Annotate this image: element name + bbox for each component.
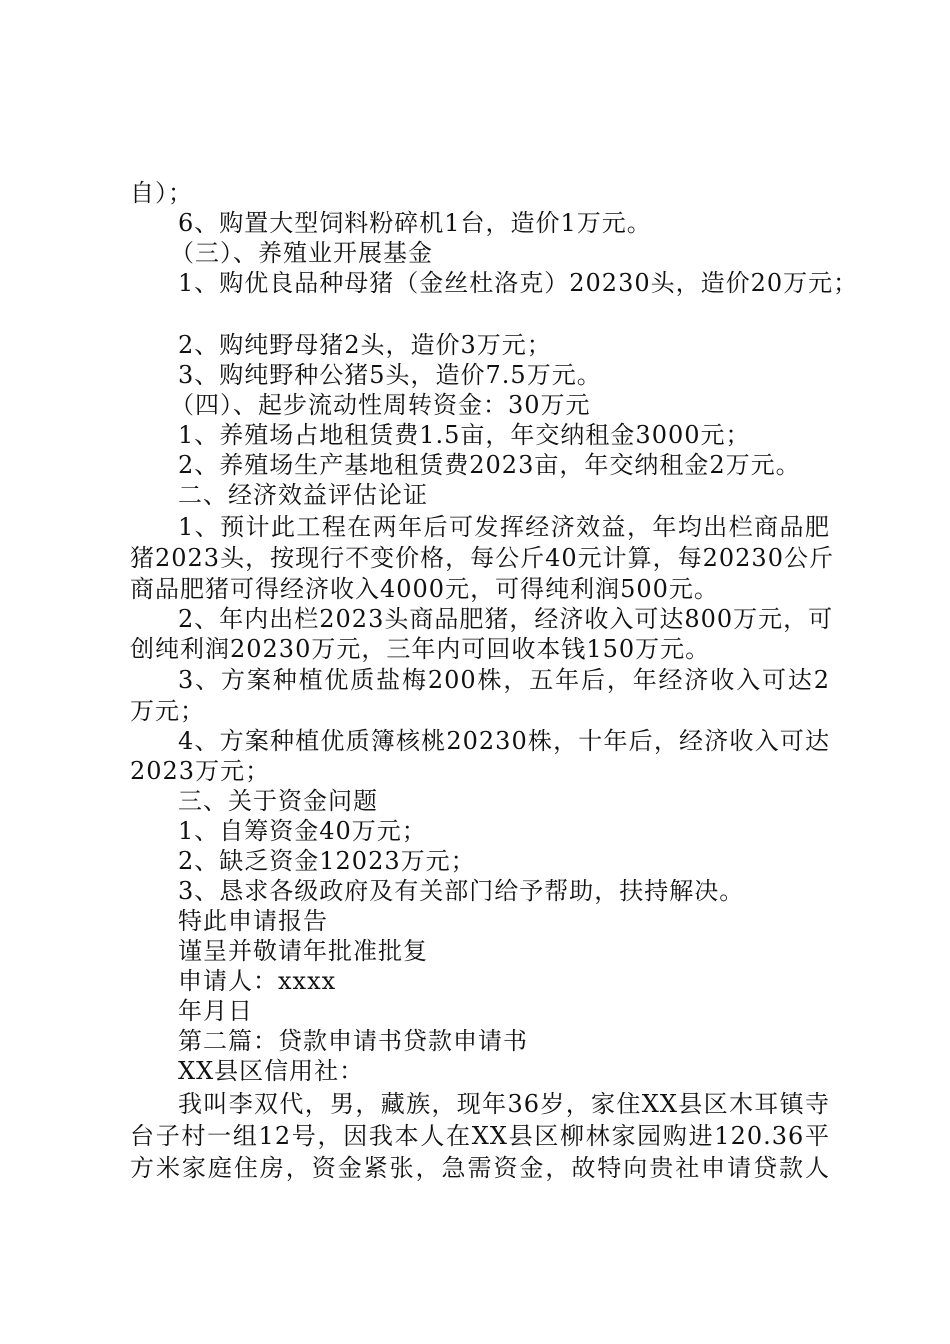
text-line: 我叫李双代，男，藏族，现年36岁，家住XX县区木耳镇寺: [178, 1090, 830, 1118]
date-line: 年月日: [178, 997, 253, 1025]
text-line: 6、购置大型饲料粉碎机1台，造价1万元。: [178, 209, 652, 237]
text-line: 4、方案种植优质簿核桃20230株，十年后，经济收入可达: [178, 727, 830, 755]
text-line: 2、缺乏资金12023万元；: [178, 847, 476, 875]
text-line: 3、方案种植优质盐梅200株，五年后，年经济收入可达2: [178, 666, 830, 694]
text-line: 1、预计此工程在两年后可发挥经济效益，年均出栏商品肥: [178, 513, 830, 541]
text-line: 2023万元；: [130, 757, 271, 785]
text-line: 猪2023头，按现行不变价格，每公斤40元计算，每20230公斤: [130, 544, 834, 572]
text-line: 谨呈并敬请年批准批复: [178, 937, 428, 965]
text-line: 商品肥猪可得经济收入4000元，可得纯利润500元。: [130, 575, 719, 603]
text-line: 1、养殖场占地租赁费1.5亩，年交纳租金3000元；: [178, 421, 751, 449]
text-line: 1、购优良品种母猪（金丝杜洛克）20230头，造价20万元；: [178, 269, 859, 297]
text-line: 2、购纯野母猪2头，造价3万元；: [178, 331, 552, 359]
text-line: 2、养殖场生产基地租赁费2023亩，年交纳租金2万元。: [178, 451, 801, 479]
text-line: 创纯利润20230万元，三年内可回收本钱150万元。: [130, 635, 711, 663]
text-line: 特此申请报告: [178, 907, 328, 935]
text-line: 3、购纯野种公猪5头，造价7.5万元。: [178, 361, 602, 389]
section-heading: 二、经济效益评估论证: [178, 481, 428, 509]
text-line: 台子村一组12号，因我本人在XX县区柳林家园购进120.36平: [130, 1122, 830, 1150]
section-heading: 三、关于资金问题: [178, 787, 378, 815]
section-heading: 第二篇：贷款申请书贷款申请书: [178, 1027, 528, 1055]
text-line: 1、自筹资金40万元；: [178, 817, 427, 845]
text-line: 自）；: [130, 179, 193, 207]
text-line: 方米家庭住房，资金紧张，急需资金，故特向贵社申请贷款人: [130, 1154, 830, 1182]
section-heading: （四）、起步流动性周转资金：30万元: [170, 391, 591, 419]
section-heading: （三）、养殖业开展基金: [170, 239, 433, 267]
signature-line: 申请人：xxxx: [178, 967, 337, 995]
addressee-line: XX县区信用社：: [178, 1057, 365, 1085]
text-line: 2、年内出栏2023头商品肥猪，经济收入可达800万元，可: [178, 605, 834, 633]
text-line: 万元；: [130, 697, 205, 725]
text-line: 3、恳求各级政府及有关部门给予帮助，扶持解决。: [178, 877, 745, 905]
